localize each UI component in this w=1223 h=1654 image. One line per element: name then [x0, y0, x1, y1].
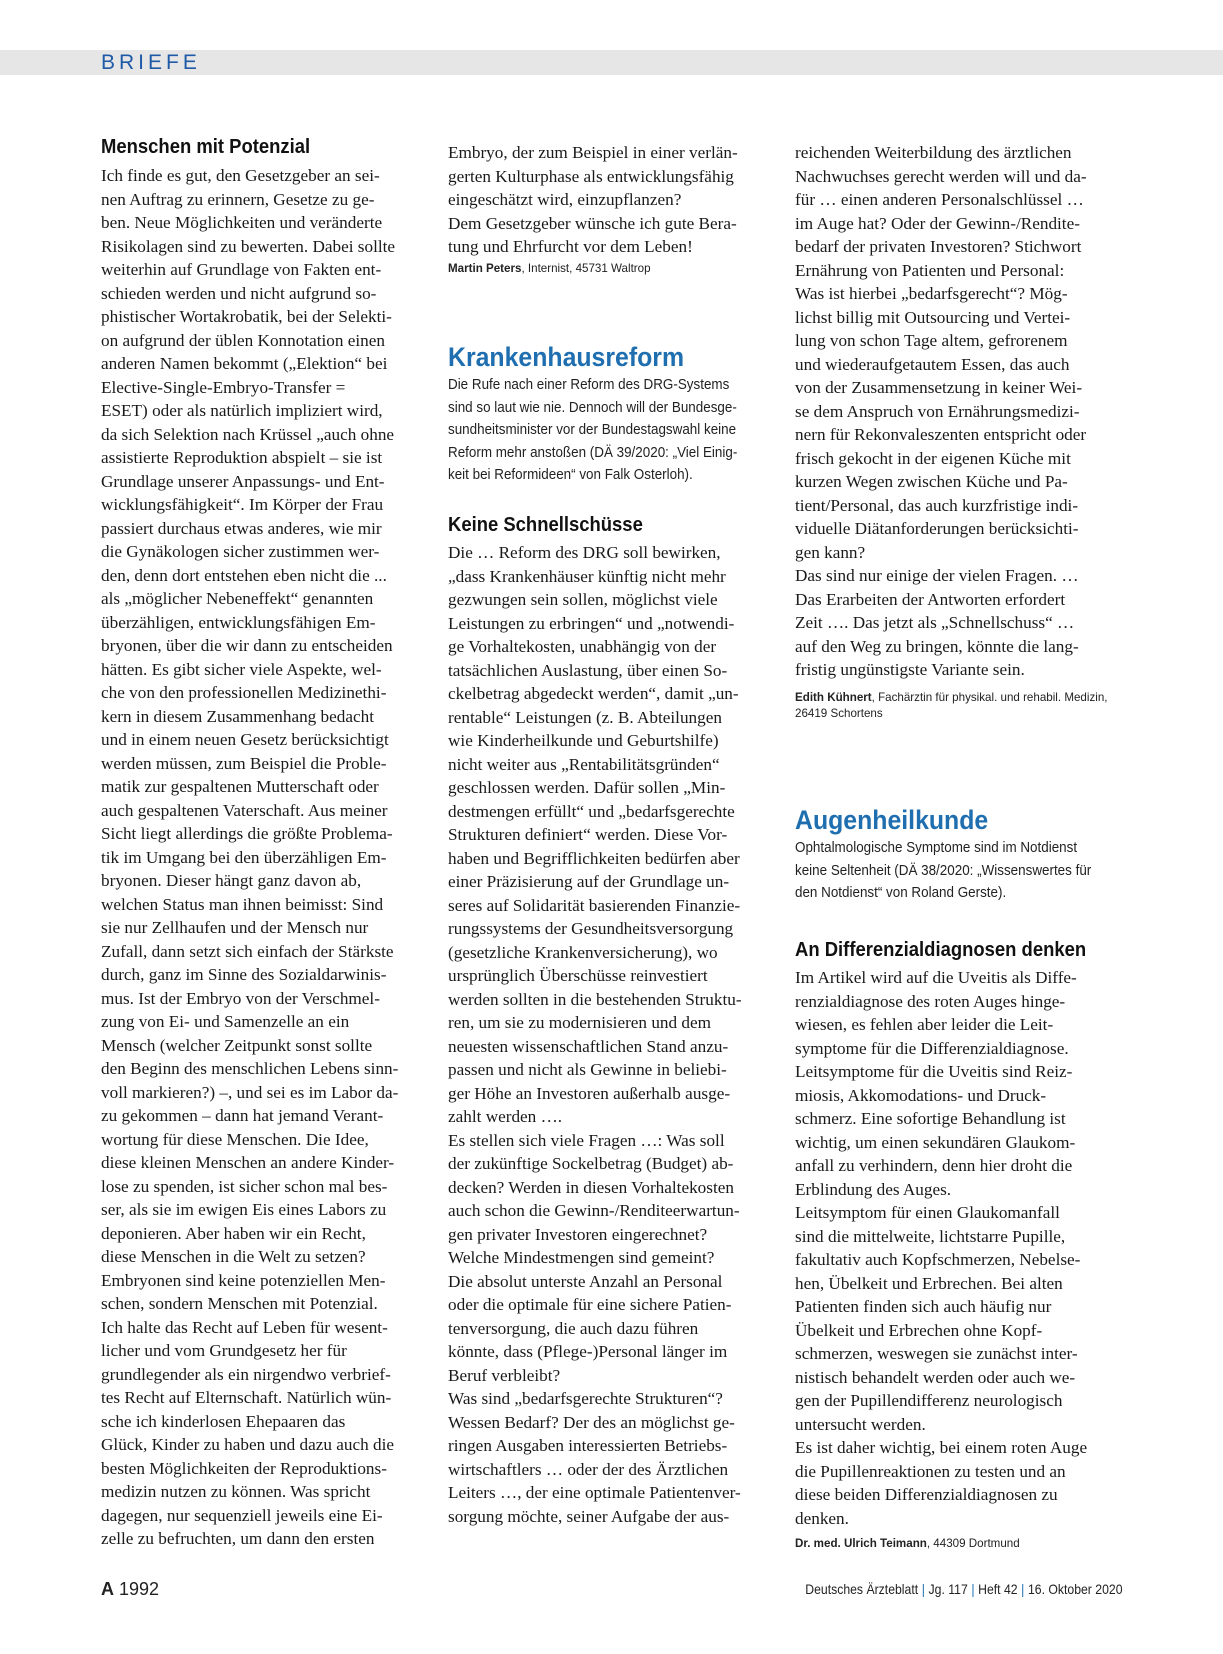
text-line: Ich finde es gut, den Gesetzgeber an sei-: [101, 166, 380, 185]
footer-citation: [805, 1580, 1122, 1600]
text-line: für … einen anderen Personalschlüssel …: [795, 190, 1084, 209]
text-line: voll markieren?) –, und sei es im Labor da-: [101, 1082, 399, 1102]
text-line: Was ist hierbei „bedarfsgerecht“? Mög-: [795, 284, 1068, 303]
text-line: Ernährung von Patienten und Personal:: [795, 260, 1065, 280]
text-line: der zukünftige Sockelbetrag (Budget) ab-: [448, 1154, 734, 1173]
text-line: Zufall, dann setzt sich einfach der Stärkste: [101, 941, 394, 961]
text-line: nen Auftrag zu erinnern, Gesetze zu ge-: [101, 189, 375, 209]
text-line: bedarf der privaten Investoren? Stichwort: [795, 237, 1082, 256]
text-line: Das sind nur einige der vielen Fragen. …: [795, 566, 1079, 585]
text-line: sche ich kinderlosen Ehepaaren das: [101, 1411, 346, 1431]
text-line: on aufgrund der üblen Konnotation einen: [101, 330, 385, 350]
text-line: zahlt werden ….: [448, 1107, 563, 1126]
text-line: als „möglicher Nebeneffekt“ genannten: [101, 589, 374, 608]
text-line: se dem Anspruch von Ernährungsmedizi-: [795, 401, 1080, 421]
text-line: passen und nicht als Gewinne in beliebi-: [448, 1060, 727, 1079]
footer-separator: |: [1020, 1582, 1024, 1597]
text-line: ursprünglich Überschüsse reinvestiert: [448, 966, 708, 985]
text-line: seres auf Solidarität basierenden Finanzie-: [448, 895, 741, 915]
text-line: sundheitsminister vor der Bundestagswahl keine: [448, 422, 737, 438]
letter-1-continued: [448, 141, 774, 259]
text-line: auch gespaltenen Vaterschaft. Aus meiner: [101, 800, 388, 820]
text-line: Erblindung des Auges.: [795, 1179, 952, 1199]
letter-3-signature: [795, 1536, 1020, 1552]
text-line: auch schon die Gewinn-/Renditeerwartun-: [448, 1201, 740, 1220]
text-line: überzähligen, entwicklungsfähigen Em-: [101, 612, 376, 632]
text-line: deponieren. Aber haben wir ein Recht,: [101, 1223, 366, 1243]
text-line: die Gynäkologen sicher zustimmen wer-: [101, 542, 380, 561]
text-line: geschlossen werden. Dafür sollen „Min-: [448, 778, 726, 797]
text-line: ge Vorhaltekosten, unabhängig von der: [448, 637, 717, 656]
text-line: assistierte Reproduktion abspielt – sie ist: [101, 448, 383, 467]
text-line: Es ist daher wichtig, bei einem roten Auge: [795, 1438, 1088, 1457]
text-line: licher und vom Grundgesetz her für: [101, 1341, 347, 1360]
letter-1-author: Martin Peters: [448, 262, 522, 275]
text-line: wichtig, um einen sekundären Glaukom-: [795, 1132, 1076, 1152]
text-line: diese kleinen Menschen an andere Kinder-: [101, 1153, 395, 1172]
text-line: zung von Ei- und Samenzelle an ein: [101, 1012, 350, 1031]
text-line: Ich halte das Recht auf Leben für wesent-: [101, 1317, 388, 1337]
text-line: werden sollten in die bestehenden Struktu-: [448, 989, 742, 1009]
text-line: phistischer Wortakrobatik, bei der Selekti-: [101, 307, 392, 326]
text-line: gen der Pupillendifferenz neurologisch: [795, 1391, 1063, 1410]
letter-1-title: Menschen mit Potenzial: [101, 135, 311, 158]
text-line: anderen Namen bekommt („Elektion“ bei: [101, 354, 388, 373]
rubric-2-title: Augenheilkunde: [795, 805, 989, 835]
text-line: Wessen Bedarf? Der des an möglichst ge-: [448, 1412, 735, 1432]
text-line: schen, sondern Menschen mit Potenzial.: [101, 1294, 378, 1313]
rubric-2-teaser: [795, 837, 1125, 905]
text-line: untersucht werden.: [795, 1414, 926, 1434]
text-line: Nachwuchses gerecht werden will und da-: [795, 166, 1087, 186]
text-line: wortung für diese Menschen. Die Idee,: [101, 1129, 369, 1149]
text-line: haben und Begrifflichkeiten bedürfen aber: [448, 848, 740, 868]
text-line: Leiters …, der eine optimale Patientenver-: [448, 1483, 741, 1502]
text-line: gezwungen sein sollen, möglichst viele: [448, 590, 718, 609]
section-label: BRIEFE: [101, 51, 201, 74]
text-line: oder die optimale für eine sichere Patien-: [448, 1295, 732, 1314]
text-line: sind so laut wie nie. Dennoch will der Bundesge-: [448, 399, 737, 416]
letter-1-author-info: , Internist, 45731 Waltrop: [521, 262, 651, 275]
text-line: wiesen, es fehlen aber leider die Leit-: [795, 1015, 1054, 1034]
text-line: gen kann?: [795, 542, 866, 562]
text-line: ESET) oder als natürlich impliziert wird,: [101, 401, 383, 420]
text-line: diese Menschen in die Welt zu setzen?: [101, 1247, 366, 1266]
text-line: reichenden Weiterbildung des ärztlichen: [795, 143, 1072, 162]
text-line: Übelkeit und Erbrechen ohne Kopf-: [795, 1320, 1043, 1340]
page-number-value: 1992: [119, 1579, 160, 1599]
text-line: sie nur Zellhaufen und der Mensch nur: [101, 918, 369, 937]
text-line: Die absolut unterste Anzahl an Personal: [448, 1271, 723, 1291]
text-line: könnte, dass (Pflege-)Personal länger im: [448, 1342, 728, 1361]
text-line: nistisch behandelt werden oder auch we-: [795, 1367, 1076, 1387]
text-line: gen privater Investoren eingerechnet?: [448, 1224, 708, 1244]
text-line: rentable“ Leistungen (z. B. Abteilungen: [448, 707, 722, 727]
text-line: tient/Personal, das auch kurzfristige indi-: [795, 495, 1079, 515]
text-line: und wiederaufgetautem Essen, das auch: [795, 354, 1070, 374]
text-line: tenversorgung, die auch dazu führen: [448, 1318, 699, 1338]
text-line: che von den professionellen Medizinethi-: [101, 683, 387, 702]
text-line: dagegen, nur sequenziell jeweils eine Ei-: [101, 1505, 383, 1525]
journal-issue: Heft 42: [977, 1582, 1018, 1597]
text-line: eingeschätzt wird, einzupflanzen?: [448, 190, 682, 209]
rubric-1-title: Krankenhausreform: [448, 342, 685, 372]
text-line: frisch gekocht in der eigenen Küche mit: [795, 448, 1071, 468]
letter-2-title: Keine Schnellschüsse: [448, 513, 643, 536]
text-line: kern in diesem Zusammenhang bedacht: [101, 706, 375, 726]
text-line: grundlegender als ein nirgendwo verbrief-: [101, 1364, 391, 1384]
page-number: [101, 1578, 159, 1600]
letter-2-author: Edith Kühnert: [795, 691, 872, 704]
text-line: matik zur gespaltenen Mutterschaft oder: [101, 777, 379, 796]
text-line: von der Zusammensetzung in keiner Wei-: [795, 378, 1083, 397]
text-line: zu gekommen – dann hat jemand Verant-: [101, 1106, 384, 1125]
footer-separator: |: [970, 1582, 975, 1597]
text-line: die Pupillenreaktionen zu testen und an: [795, 1461, 1066, 1481]
text-line: Leistungen zu erbringen“ und „notwendi-: [448, 613, 735, 633]
text-line: diese beiden Differenzialdiagnosen zu: [795, 1485, 1058, 1504]
journal-name: Deutsches Ärzteblatt: [804, 1582, 918, 1597]
text-line: zelle zu befruchten, um dann den ersten: [101, 1529, 375, 1548]
letter-2-body: [448, 541, 774, 1528]
text-line: lose zu spenden, ist sicher schon mal bes-: [101, 1176, 388, 1196]
text-line: ser, als sie im ewigen Eis eines Labors zu: [101, 1200, 387, 1219]
text-line: neuesten wissenschaftlichen Stand anzu-: [448, 1036, 729, 1056]
text-line: rungssystems der Gesundheitsversorgung: [448, 919, 734, 938]
text-line: bryonen. Dieser hängt ganz davon ab,: [101, 871, 362, 890]
page-prefix: A: [101, 1579, 114, 1599]
text-line: keit bei Reformideen“ von Falk Osterloh).: [448, 467, 693, 483]
text-line: medizin nutzen zu können. Was spricht: [101, 1482, 371, 1501]
text-line: (gesetzliche Krankenversicherung), wo: [448, 942, 718, 962]
text-line: destmengen erfüllt“ und „bedarfsgerechte: [448, 801, 735, 821]
text-line: Grundlage unserer Anpassungs- und Ent-: [101, 471, 385, 491]
text-line: durch, ganz im Sinne des Sozialdarwinis-: [101, 965, 387, 984]
text-line: Leitsymptom für einen Glaukomanfall: [795, 1203, 1060, 1222]
text-line: tes Recht auf Elternschaft. Natürlich wün-: [101, 1388, 392, 1407]
text-line: nern für Rekonvaleszenten entspricht oder: [795, 425, 1087, 444]
text-line: Dem Gesetzgeber wünsche ich gute Bera-: [448, 213, 737, 233]
text-line: Zeit …. Das jetzt als „Schnellschuss“ …: [795, 613, 1075, 632]
text-line: decken? Werden in diesen Vorhaltekosten: [448, 1177, 734, 1197]
text-line: gerten Kulturphase als entwicklungsfähig: [448, 166, 734, 186]
text-line: den, denn dort entstehen eben nicht die ...: [101, 565, 387, 585]
text-line: hen, Übelkeit und Erbrechen. Bei alten: [795, 1273, 1063, 1293]
text-line: Glück, Kinder zu haben und dazu auch die: [101, 1435, 395, 1454]
text-line: miosis, Akkomodations- und Druck-: [795, 1085, 1047, 1105]
text-line: viduelle Diätanforderungen berücksichti-: [795, 519, 1079, 538]
text-line: welchen Status man ihnen beimisst: Sind: [101, 894, 384, 914]
text-line: schmerzen, weswegen sie zunächst inter-: [795, 1344, 1078, 1363]
text-line: Strukturen definiert“ werden. Diese Vor-: [448, 825, 728, 844]
text-line: weiterhin auf Grundlage von Fakten ent-: [101, 260, 382, 279]
text-line: und in einem neuen Gesetz berücksichtigt: [101, 730, 389, 749]
text-line: tik im Umgang bei den überzähligen Em-: [101, 847, 387, 867]
letter-2-signature: [795, 690, 1108, 722]
text-line: tung und Ehrfurcht vor dem Leben!: [448, 237, 693, 256]
text-line: da sich Selektion nach Krüssel „auch ohne: [101, 424, 395, 444]
journal-volume: Jg. 117: [928, 1582, 968, 1597]
text-line: mus. Ist der Embryo von der Verschmel-: [101, 988, 380, 1008]
text-line: schieden werden und nicht aufgrund so-: [101, 283, 377, 303]
letter-2-author-info: , Fachärztin für physikal. und rehabil. Medizin,: [871, 691, 1108, 704]
letter-3-author-info: , 44309 Dortmund: [926, 1537, 1020, 1550]
text-line: Was sind „bedarfsgerechte Strukturen“?: [448, 1389, 723, 1408]
text-line: im Auge hat? Oder der Gewinn-/Rendite-: [795, 213, 1080, 233]
letter-1-body: [101, 164, 431, 1551]
text-line: einer Präzisierung auf der Grundlage un-: [448, 872, 730, 891]
text-line: den Beginn des menschlichen Lebens sinn-: [101, 1059, 399, 1078]
text-line: lung von schon Tage altem, gefrorenem: [795, 331, 1068, 350]
text-line: auf den Weg zu bringen, könnte die lang-: [795, 636, 1079, 656]
text-line: Embryonen sind keine potenziellen Men-: [101, 1270, 386, 1290]
text-line: kurzen Wegen zwischen Küche und Pa-: [795, 472, 1068, 491]
text-line: ren, um sie zu modernisieren und dem: [448, 1013, 711, 1032]
text-line: denken.: [795, 1508, 849, 1528]
text-line: fristig ungünstigste Variante sein.: [795, 660, 1025, 679]
text-line: Sicht liegt allerdings die größte Problema-: [101, 824, 393, 843]
text-line: Risikolagen sind zu bewerten. Dabei sollte: [101, 236, 396, 256]
text-line: Patienten finden sich auch häufig nur: [795, 1297, 1052, 1316]
text-line: sind die mittelweite, lichtstarre Pupille,: [795, 1226, 1066, 1246]
text-line: Leitsymptome für die Uveitis sind Reiz-: [795, 1062, 1073, 1081]
text-line: wie Kinderheilkunde und Geburtshilfe): [448, 731, 719, 750]
text-line: renzialdiagnose des roten Auges hinge-: [795, 991, 1066, 1011]
text-line: Reform mehr anstoßen (DÄ 39/2020: „Viel Einig-: [448, 444, 738, 461]
text-line: Es stellen sich viele Fragen …: Was soll: [448, 1130, 725, 1150]
text-line: anfall zu verhindern, denn hier droht die: [795, 1156, 1073, 1175]
text-line: wicklungsfähigkeit“. Im Körper der Frau: [101, 495, 384, 514]
journal-date: 16. Oktober 2020: [1027, 1582, 1122, 1597]
letter-2-author-location: 26419 Schortens: [795, 707, 883, 720]
text-line: besten Möglichkeiten der Reproduktions-: [101, 1458, 387, 1478]
text-line: bryonen, über die wir dann zu entscheiden: [101, 636, 393, 655]
text-line: hätten. Es gibt sicher viele Aspekte, wel-: [101, 659, 382, 679]
text-line: werden müssen, zum Beispiel die Proble-: [101, 753, 387, 773]
letter-1-signature: [448, 261, 651, 277]
text-line: Welche Mindestmengen sind gemeint?: [448, 1248, 715, 1267]
text-line: Mensch (welcher Zeitpunkt sonst sollte: [101, 1035, 373, 1055]
text-line: den Notdienst“ von Roland Gerste).: [795, 885, 1007, 901]
text-line: tatsächlichen Auslastung, über einen So-: [448, 660, 728, 680]
letter-2-continued: [795, 141, 1125, 682]
text-line: Beruf verbleibt?: [448, 1365, 561, 1385]
text-line: Ophtalmologische Symptome sind im Notdienst: [795, 840, 1078, 856]
text-line: wirtschaftlers … oder der des Ärztlichen: [448, 1459, 729, 1479]
text-line: keine Seltenheit (DÄ 38/2020: „Wissenswertes für: [795, 862, 1092, 879]
letter-3-title: An Differenzialdiagnosen denken: [795, 938, 1087, 961]
text-line: ringen Ausgaben interessierten Betriebs-: [448, 1436, 728, 1455]
text-line: lichst billig mit Outsourcing und Vertei-: [795, 307, 1071, 327]
footer-separator: |: [921, 1582, 925, 1597]
text-line: „dass Krankenhäuser künftig nicht mehr: [448, 566, 726, 586]
text-line: symptome für die Differenzialdiagnose.: [795, 1038, 1069, 1058]
text-line: fakultativ auch Kopfschmerzen, Nebelse-: [795, 1250, 1081, 1269]
text-line: ckelbetrag abgedeckt werden“, damit „un-: [448, 684, 739, 703]
text-line: nicht weiter aus „Rentabilitätsgründen“: [448, 754, 720, 774]
text-line: ger Höhe an Investoren außerhalb ausge-: [448, 1083, 731, 1103]
text-line: ben. Neue Möglichkeiten und veränderte: [101, 213, 383, 232]
text-line: schmerz. Eine sofortige Behandlung ist: [795, 1109, 1066, 1128]
letter-3-body: [795, 966, 1125, 1530]
letter-3-author: Dr. med. Ulrich Teimann: [795, 1537, 927, 1550]
text-line: Das Erarbeiten der Antworten erfordert: [795, 589, 1066, 609]
text-line: Die … Reform des DRG soll bewirken,: [448, 543, 721, 562]
text-line: passiert durchaus etwas anderes, wie mir: [101, 518, 382, 538]
text-line: Die Rufe nach einer Reform des DRG-Systems: [448, 377, 730, 393]
rubric-1-teaser: [448, 374, 774, 487]
text-line: sorgung möchte, seiner Aufgabe der aus-: [448, 1506, 730, 1526]
text-line: Embryo, der zum Beispiel in einer verlän-: [448, 143, 738, 162]
text-line: Elective-Single-Embryo-Transfer =: [101, 377, 346, 397]
text-line: Im Artikel wird auf die Uveitis als Diffe-: [795, 968, 1077, 987]
